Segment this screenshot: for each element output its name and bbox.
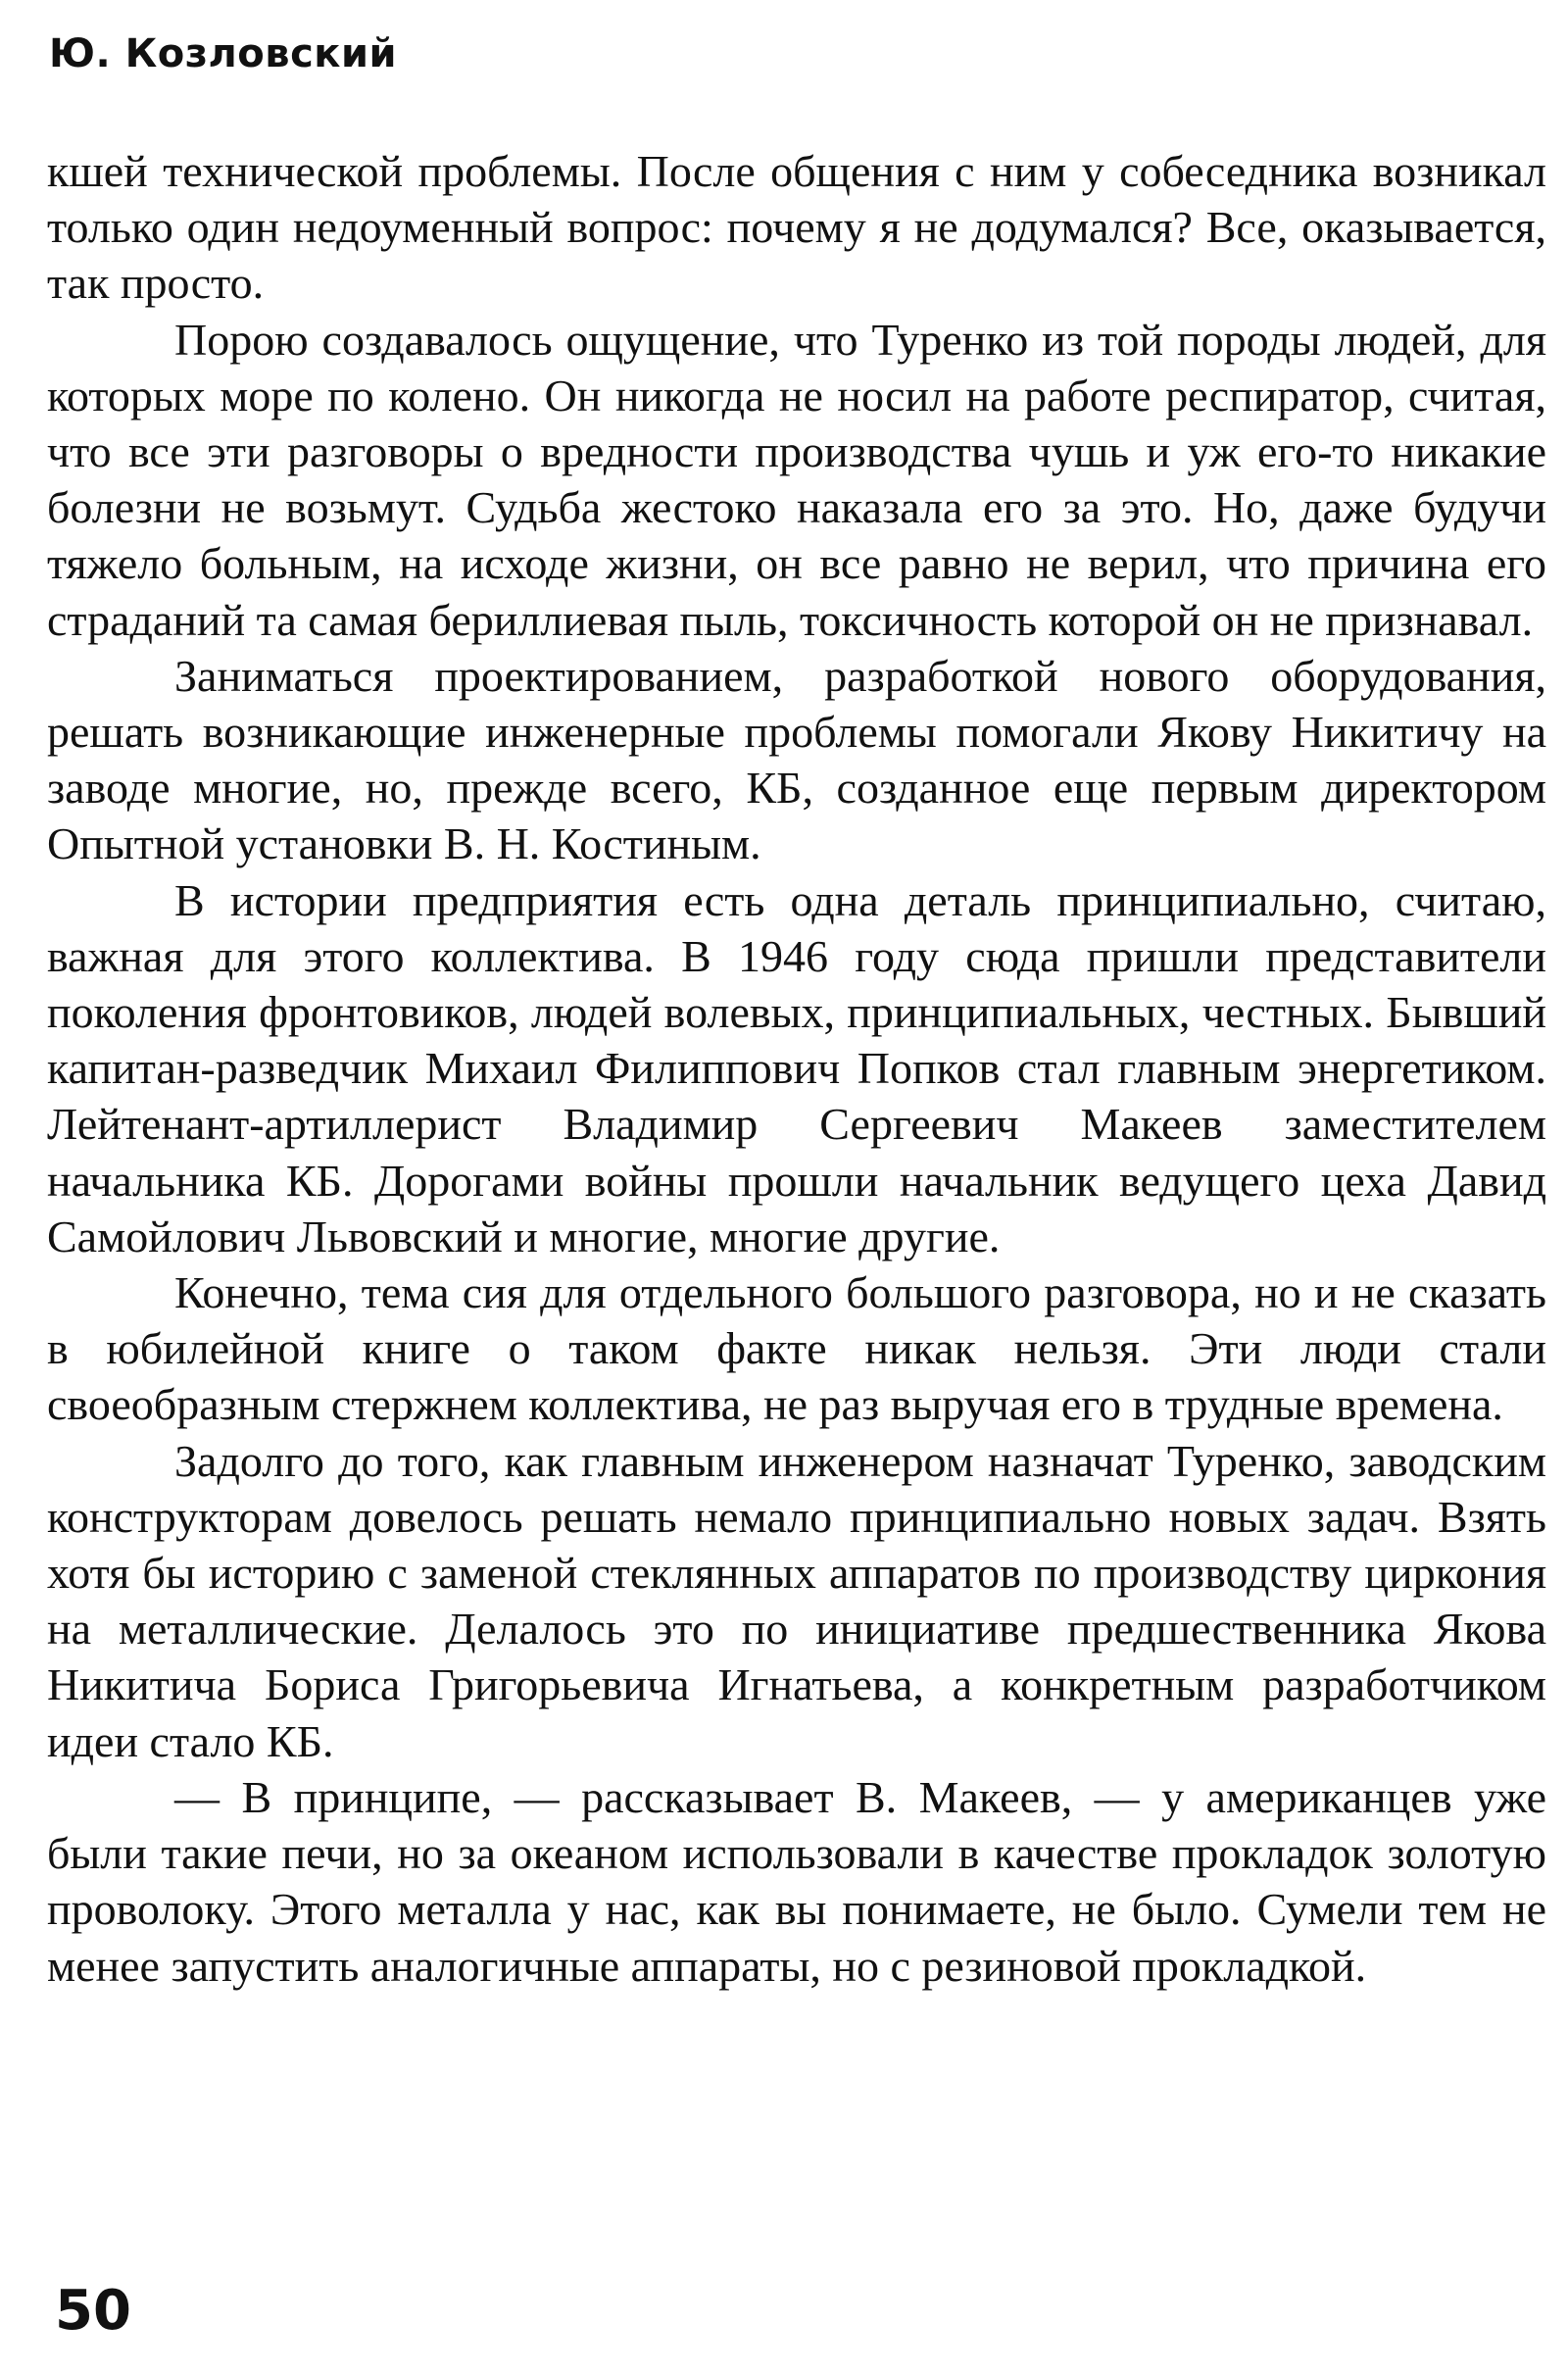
running-head: Ю. Козловский xyxy=(49,31,397,76)
paragraph: Задолго до того, как главным инженером назначат Туренко, заводским конструкторам довелось решать немало принципиально новых задач. Взять хотя бы историю с заменой стеклянных аппаратов по производству циркония на металлические. Делалось это по инициативе предшественника Якова Никитича Бориса Григорьевича Игнатьева, а конкретным разработчиком идеи стало КБ. xyxy=(47,1435,1546,1766)
paragraph: Конечно, тема сия для отдельного большого разговора, но и не сказать в юбилейной книге о таком факте никак нельзя. Эти люди стали своеобразным стержнем коллектива, не раз выручая его в трудные времена. xyxy=(47,1267,1546,1430)
paragraph: Заниматься проектированием, разработкой нового оборудования, решать возникающие инженерные проблемы помогали Якову Никитичу на заводе многие, но, прежде всего, КБ, созданное еще первым директором Опытной установки В. Н. Костиным. xyxy=(47,650,1546,869)
page-number: 50 xyxy=(55,2279,131,2343)
body-text xyxy=(47,143,1546,1994)
paragraph: В истории предприятия есть одна деталь принципиально, считаю, важная для этого коллектива. В 1946 году сюда пришли представители поколения фронтовиков, людей волевых, принципиальных, честных. Бывший капитан-разведчик Михаил Филиппович Попков стал главным энергетиком. Лейтенант-артиллерист Владимир Сергеевич Макеев заместителем начальника КБ. Дорогами войны прошли начальник ведущего цеха Давид Самойлович Львовский и многие, многие другие. xyxy=(47,874,1546,1261)
paragraph: кшей технической проблемы. После общения с ним у собеседника возникал только один недоуменный вопрос: почему я не додумался? Все, оказывается, так просто. xyxy=(47,146,1546,309)
paragraph: — В принципе, — рассказывает В. Макеев, — у американцев уже были такие печи, но за океаном использовали в качестве прокладок золотую проволоку. Этого металла у нас, как вы понимаете, не было. Сумели тем не менее запустить аналогичные аппараты, но с резиновой прокладкой. xyxy=(47,1771,1546,1991)
paragraph: Порою создавалось ощущение, что Туренко из той породы людей, для которых море по колено. Он никогда не носил на работе респиратор, считая, что все эти разговоры о вредности производства чушь и уж его-то никакие болезни не возьмут. Судьба жестоко наказала его за это. Но, даже будучи тяжело больным, на исходе жизни, он все равно не верил, что причина его страданий та самая бериллиевая пыль, токсичность которой он не признавал. xyxy=(47,314,1546,645)
